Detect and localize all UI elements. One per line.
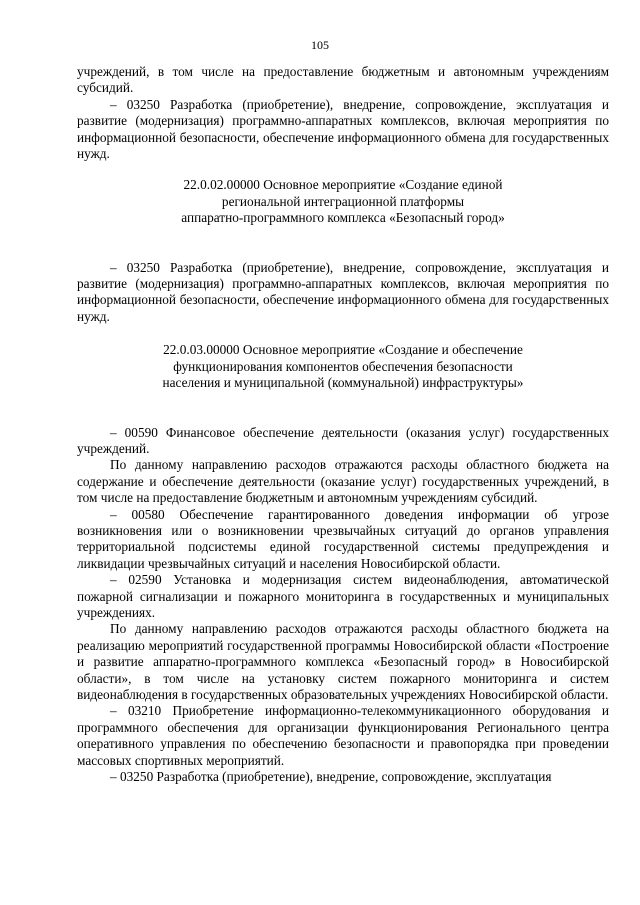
paragraph: – 00590 Финансовое обеспечение деятельности (оказания услуг) государственных учреждений. <box>77 424 609 456</box>
heading-line: аппаратно-программного комплекса «Безопасный город» <box>181 210 505 226</box>
heading-line: 22.0.02.00000 Основное мероприятие «Создание единой <box>183 177 503 193</box>
heading-line: 22.0.03.00000 Основное мероприятие «Создание и обеспечение <box>163 342 523 358</box>
heading-line: функционирования компонентов обеспечения безопасности <box>173 358 513 374</box>
heading-line: населения и муниципальной (коммунальной) инфраструктуры» <box>162 375 524 391</box>
paragraph: – 03250 Разработка (приобретение), внедрение, сопровождение, эксплуатация и развитие (модернизация) программно-аппаратных комплексов, включая мероприятия по информационной безопасности, обеспечение информационного обмена для государственных нужд. <box>77 96 609 162</box>
page-number: 105 <box>311 38 329 52</box>
paragraph: учреждений, в том числе на предоставление бюджетным и автономным учреждениям субсидий. <box>77 64 609 96</box>
paragraph: По данному направлению расходов отражаются расходы областного бюджета на содержание и обеспечение деятельности (оказание услуг) государственных учреждений, в том числе на предоставление бюджетным и автономным учреждениям субсидий. <box>77 457 609 506</box>
paragraph: По данному направлению расходов отражаются расходы областного бюджета на реализацию мероприятий государственной программы Новосибирской области «Построение и развитие аппаратно-программного комплекса «Безопасный город» в Новосибирской области», в том числе на установку систем пожарного мониторинга и систем видеонаблюдения в государственных образовательных учреждениях Новосибирской области. <box>77 621 609 702</box>
paragraph: – 03210 Приобретение информационно-телекоммуникационного оборудования и программного обеспечения для организации функционирования Регионального центра оперативного управления по обеспечению безопасности и правопорядка при проведении массовых спортивных мероприятий. <box>77 703 609 768</box>
paragraph: – 03250 Разработка (приобретение), внедрение, сопровождение, эксплуатация и развитие (модернизация) программно-аппаратных комплексов, включая мероприятия по информационной безопасности, обеспечение информационного обмена для государственных нужд. <box>77 259 609 324</box>
paragraph: – 02590 Установка и модернизация систем видеонаблюдения, автоматической пожарной сигнализации и пожарного мониторинга в государственных и муниципальных учреждениях. <box>77 572 609 620</box>
heading-line: региональной интеграционной платформы <box>221 193 465 209</box>
section-heading <box>77 342 609 391</box>
paragraph: – 03250 Разработка (приобретение), внедрение, сопровождение, эксплуатация <box>110 769 552 785</box>
section-heading <box>77 177 609 226</box>
paragraph: – 00580 Обеспечение гарантированного доведения информации об угрозе возникновения или о возникновении чрезвычайных ситуаций до органов управления территориальной подсистемы единой государственной системы предупреждения и ликвидации чрезвычайных ситуаций и населения Новосибирской области. <box>77 506 609 571</box>
document-body <box>77 64 609 785</box>
